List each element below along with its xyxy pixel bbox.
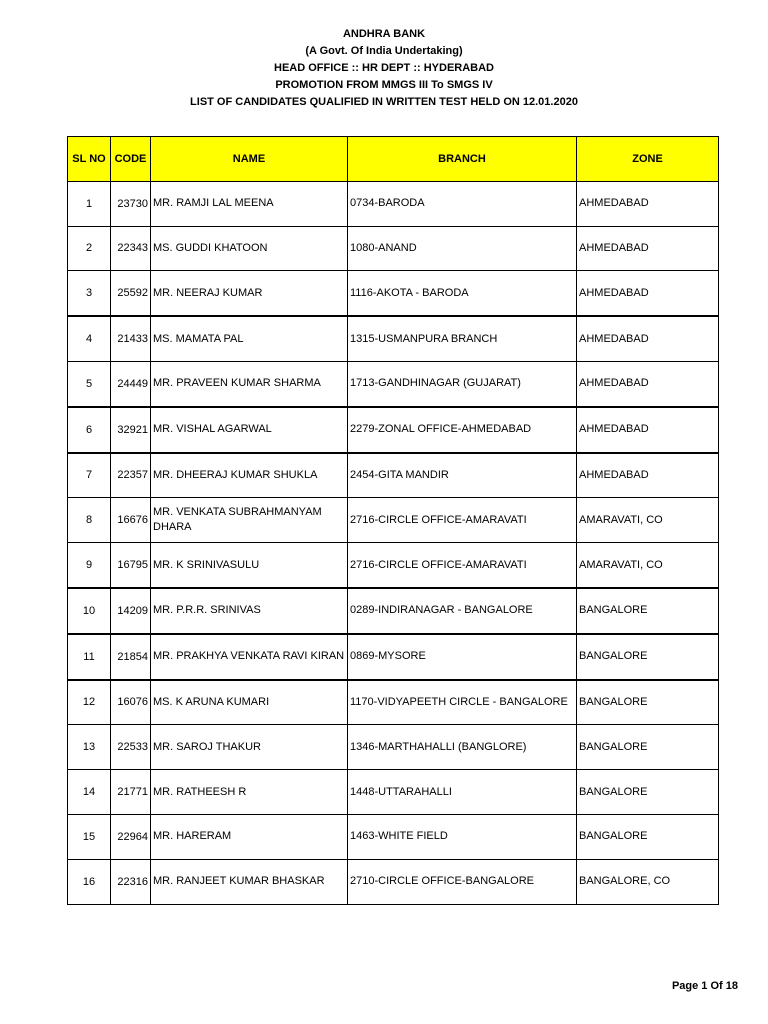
zone-cell: BANGALORE (577, 814, 719, 859)
code-cell: 25592 (111, 271, 151, 316)
name-cell: MR. VISHAL AGARWAL (151, 407, 348, 453)
table-row (68, 770, 719, 815)
zone-cell: AHMEDABAD (577, 226, 719, 271)
branch-cell: 2279-ZONAL OFFICE-AHMEDABAD (348, 407, 577, 453)
table-row (68, 407, 719, 453)
branch-cell: 2454-GITA MANDIR (348, 453, 577, 498)
column-header-sl-no: SL NO (68, 137, 111, 182)
sl-no-cell: 9 (68, 543, 111, 588)
zone-cell: AMARAVATI, CO (577, 543, 719, 588)
table-row (68, 226, 719, 271)
candidates-table (67, 136, 719, 905)
zone-cell: AHMEDABAD (577, 361, 719, 406)
code-cell: 32921 (111, 407, 151, 453)
sl-no-cell: 15 (68, 814, 111, 859)
sl-no-cell: 7 (68, 453, 111, 498)
column-header-zone: ZONE (577, 137, 719, 182)
table-row (68, 453, 719, 498)
table-row (68, 316, 719, 361)
zone-cell: BANGALORE (577, 725, 719, 770)
sl-no-cell: 14 (68, 770, 111, 815)
branch-cell: 1346-MARTHAHALLI (BANGLORE) (348, 725, 577, 770)
table-row (68, 498, 719, 543)
branch-cell: 2716-CIRCLE OFFICE-AMARAVATI (348, 543, 577, 588)
name-cell: MR. SAROJ THAKUR (151, 725, 348, 770)
code-cell: 16076 (111, 680, 151, 725)
promotion-line: PROMOTION FROM MMGS III To SMGS IV (275, 79, 493, 91)
name-cell: MR. RATHEESH R (151, 770, 348, 815)
name-cell: MS. K ARUNA KUMARI (151, 680, 348, 725)
zone-cell: BANGALORE (577, 680, 719, 725)
branch-cell: 2716-CIRCLE OFFICE-AMARAVATI (348, 498, 577, 543)
code-cell: 16795 (111, 543, 151, 588)
code-cell: 14209 (111, 588, 151, 634)
page-number: Page 1 Of 18 (671, 980, 738, 992)
branch-cell: 1116-AKOTA - BARODA (348, 271, 577, 316)
zone-cell: AHMEDABAD (577, 271, 719, 316)
column-header-code: CODE (111, 137, 151, 182)
column-header-name: NAME (151, 137, 348, 182)
zone-cell: AHMEDABAD (577, 181, 719, 226)
table-row (68, 181, 719, 226)
sl-no-cell: 3 (68, 271, 111, 316)
name-cell: MR. RAMJI LAL MEENA (151, 181, 348, 226)
name-cell: MR. RANJEET KUMAR BHASKAR (151, 859, 348, 904)
zone-cell: AHMEDABAD (577, 407, 719, 453)
branch-cell: 2710-CIRCLE OFFICE-BANGALORE (348, 859, 577, 904)
name-cell: MR. K SRINIVASULU (151, 543, 348, 588)
code-cell: 22316 (111, 859, 151, 904)
branch-cell: 1080-ANAND (348, 226, 577, 271)
table-row (68, 814, 719, 859)
code-cell: 21771 (111, 770, 151, 815)
zone-cell: AMARAVATI, CO (577, 498, 719, 543)
table-row (68, 543, 719, 588)
code-cell: 22343 (111, 226, 151, 271)
table-row (68, 859, 719, 904)
sl-no-cell: 2 (68, 226, 111, 271)
code-cell: 24449 (111, 361, 151, 406)
branch-cell: 1448-UTTARAHALLI (348, 770, 577, 815)
sl-no-cell: 11 (68, 634, 111, 680)
branch-cell: 1315-USMANPURA BRANCH (348, 316, 577, 361)
sl-no-cell: 10 (68, 588, 111, 634)
name-cell: MR. PRAVEEN KUMAR SHARMA (151, 361, 348, 406)
sl-no-cell: 6 (68, 407, 111, 453)
sl-no-cell: 12 (68, 680, 111, 725)
sl-no-cell: 16 (68, 859, 111, 904)
sl-no-cell: 8 (68, 498, 111, 543)
sl-no-cell: 13 (68, 725, 111, 770)
branch-cell: 0289-INDIRANAGAR - BANGALORE (348, 588, 577, 634)
name-cell: MS. MAMATA PAL (151, 316, 348, 361)
code-cell: 22964 (111, 814, 151, 859)
code-cell: 21433 (111, 316, 151, 361)
column-header-branch: BRANCH (348, 137, 577, 182)
zone-cell: AHMEDABAD (577, 453, 719, 498)
table-row (68, 634, 719, 680)
zone-cell: BANGALORE (577, 770, 719, 815)
table-row (68, 725, 719, 770)
branch-cell: 0734-BARODA (348, 181, 577, 226)
name-cell: MR. HARERAM (151, 814, 348, 859)
sl-no-cell: 5 (68, 361, 111, 406)
office-line: HEAD OFFICE :: HR DEPT :: HYDERABAD (274, 62, 494, 74)
code-cell: 23730 (111, 181, 151, 226)
code-cell: 16676 (111, 498, 151, 543)
branch-cell: 1170-VIDYAPEETH CIRCLE - BANGALORE (348, 680, 577, 725)
code-cell: 21854 (111, 634, 151, 680)
table-row (68, 271, 719, 316)
code-cell: 22533 (111, 725, 151, 770)
sl-no-cell: 4 (68, 316, 111, 361)
bank-subtitle: (A Govt. Of India Undertaking) (305, 45, 463, 57)
document-header (0, 26, 768, 111)
name-cell: MR. VENKATA SUBRAHMANYAM DHARA (151, 498, 348, 543)
branch-cell: 1713-GANDHINAGAR (GUJARAT) (348, 361, 577, 406)
name-cell: MR. DHEERAJ KUMAR SHUKLA (151, 453, 348, 498)
zone-cell: BANGALORE (577, 634, 719, 680)
bank-name: ANDHRA BANK (342, 28, 426, 40)
name-cell: MR. NEERAJ KUMAR (151, 271, 348, 316)
sl-no-cell: 1 (68, 181, 111, 226)
name-cell: MS. GUDDI KHATOON (151, 226, 348, 271)
name-cell: MR. PRAKHYA VENKATA RAVI KIRAN (151, 634, 348, 680)
table-row (68, 361, 719, 406)
table-row (68, 680, 719, 725)
branch-cell: 0869-MYSORE (348, 634, 577, 680)
code-cell: 22357 (111, 453, 151, 498)
zone-cell: AHMEDABAD (577, 316, 719, 361)
branch-cell: 1463-WHITE FIELD (348, 814, 577, 859)
zone-cell: BANGALORE (577, 588, 719, 634)
table-header-row (68, 137, 719, 182)
table-row (68, 588, 719, 634)
list-title: LIST OF CANDIDATES QUALIFIED IN WRITTEN TEST HELD ON 12.01.2020 (190, 96, 578, 108)
name-cell: MR. P.R.R. SRINIVAS (151, 588, 348, 634)
zone-cell: BANGALORE, CO (577, 859, 719, 904)
